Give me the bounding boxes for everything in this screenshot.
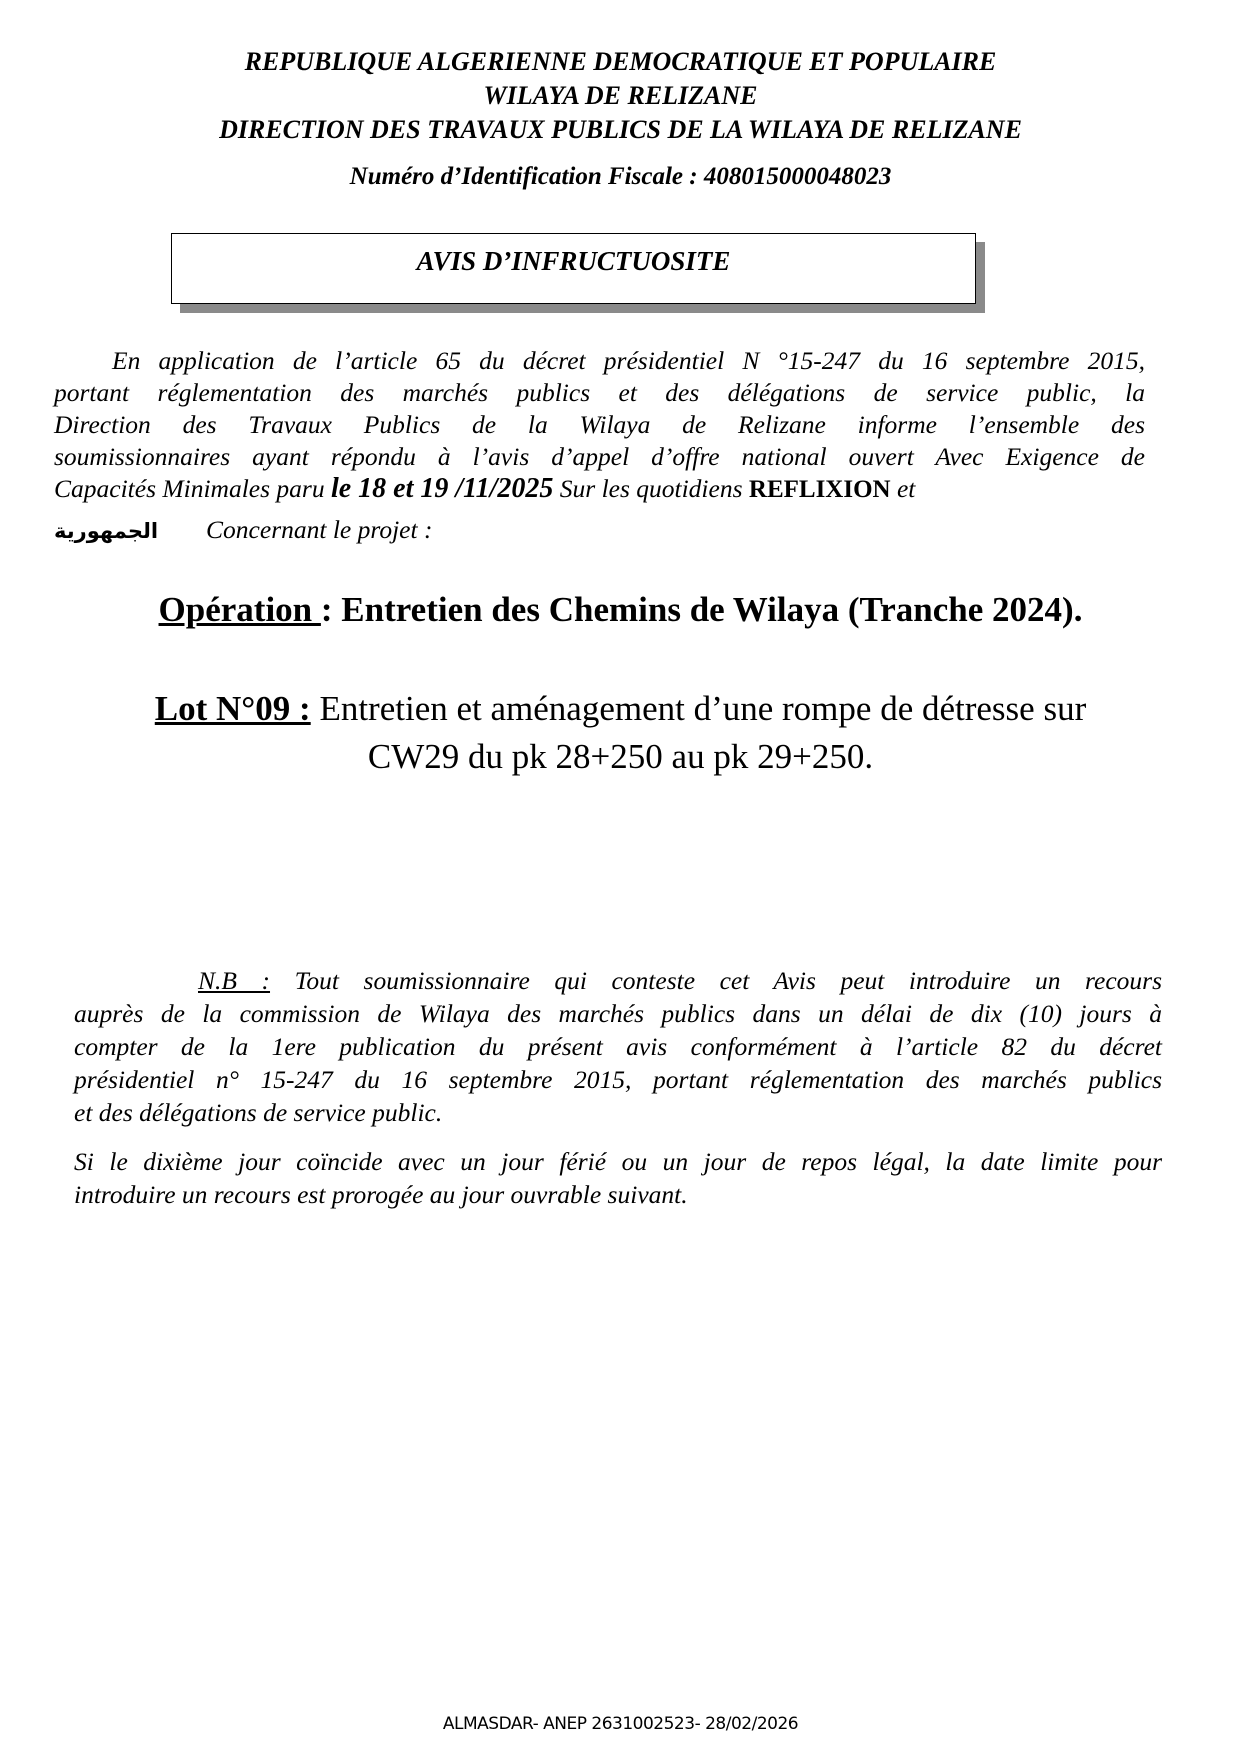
lot-line bbox=[0, 689, 1241, 729]
operation-label: Opération bbox=[158, 590, 321, 629]
intro-line: En application de l’article 65 du décret présidentiel N °15-247 du 16 septembre 2015, bbox=[112, 346, 1145, 375]
header-direction: DIRECTION DES TRAVAUX PUBLICS DE LA WILAYA DE RELIZANE bbox=[219, 115, 1022, 144]
intro-text: Sur les quotidiens bbox=[553, 474, 749, 503]
intro-text: Concernant le projet : bbox=[206, 515, 433, 544]
nb-line: présidentiel n° 15-247 du 16 septembre 2015, portant réglementation des marchés publics bbox=[74, 1065, 1162, 1094]
intro-text: Capacités Minimales paru bbox=[54, 474, 331, 503]
lot-text: Entretien et aménagement d’une rompe de détresse sur bbox=[310, 689, 1087, 728]
header-nif: Numéro d’Identification Fiscale : 408015000048023 bbox=[349, 163, 892, 190]
nb-line bbox=[198, 966, 1162, 996]
intro-line: portant réglementation des marchés publics et des délégations de service public, la bbox=[54, 378, 1145, 407]
nb-line: compter de la 1ere publication du présent avis conformément à l’article 82 du décret bbox=[74, 1032, 1162, 1061]
operation-line bbox=[0, 590, 1241, 630]
publication-reference: ALMASDAR- ANEP 2631002523- 28/02/2026 bbox=[442, 1714, 799, 1734]
intro-text: et bbox=[890, 474, 916, 503]
note-line: Si le dixième jour coïncide avec un jour férié ou un jour de repos légal, la date limite pour bbox=[74, 1147, 1162, 1176]
operation-text: : Entretien des Chemins de Wilaya (Tranche 2024). bbox=[320, 590, 1083, 629]
nb-line: auprès de la commission de Wilaya des marchés publics dans un délai de dix (10) jours à bbox=[74, 999, 1162, 1028]
notice-title: AVIS D’INFRUCTUOSITE bbox=[416, 246, 731, 276]
newspaper-el-djoumhouria: الجمهورية bbox=[54, 519, 159, 543]
header-republic: REPUBLIQUE ALGERIENNE DEMOCRATIQUE ET POPULAIRE bbox=[244, 47, 997, 76]
nb-text: Tout soumissionnaire qui conteste cet Avis peut introduire un recours bbox=[270, 966, 1162, 995]
publication-dates: le 18 et 19 /11/2025 bbox=[330, 473, 554, 504]
intro-line bbox=[54, 474, 915, 505]
title-box bbox=[171, 233, 976, 304]
nb-label: N.B : bbox=[198, 966, 271, 995]
note-line: introduire un recours est prorogée au jour ouvrable suivant. bbox=[74, 1180, 688, 1209]
newspaper-reflexion: REFLIXION bbox=[748, 476, 891, 503]
header-wilaya: WILAYA DE RELIZANE bbox=[483, 81, 758, 110]
intro-line: Direction des Travaux Publics de la Wilaya de Relizane informe l’ensemble des bbox=[54, 410, 1145, 439]
lot-label: Lot N°09 : bbox=[154, 689, 311, 728]
nb-line: et des délégations de service public. bbox=[74, 1098, 443, 1127]
lot-line-2: CW29 du pk 28+250 au pk 29+250. bbox=[367, 737, 874, 776]
intro-line: soumissionnaires ayant répondu à l’avis d’appel d’offre national ouvert Avec Exigence de bbox=[54, 442, 1145, 471]
intro-line bbox=[54, 515, 432, 546]
